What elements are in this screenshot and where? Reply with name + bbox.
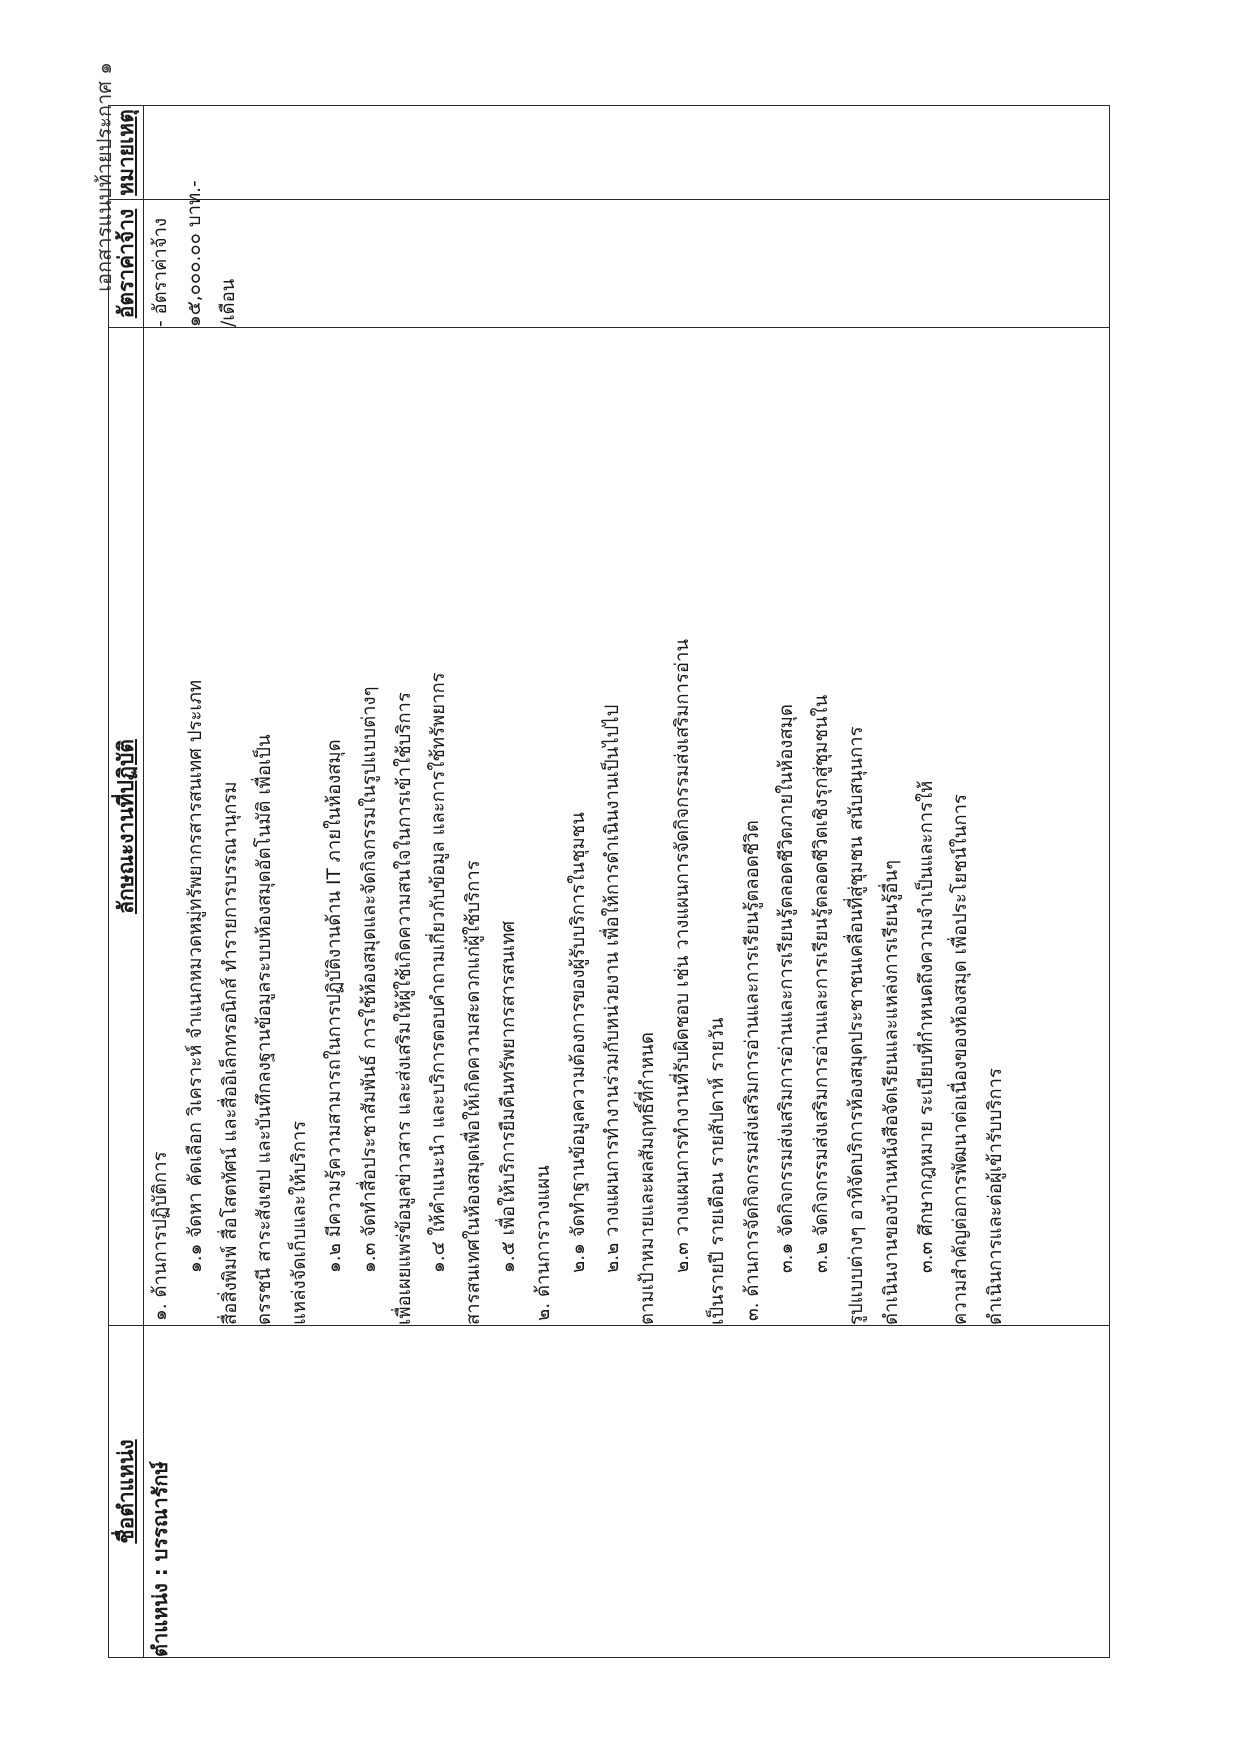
- rate-line: - อัตราค่าจ้าง: [150, 217, 171, 327]
- header-description: ลักษณะงานที่ปฏิบัติ: [109, 328, 144, 1326]
- rate-line: /เดือน: [218, 278, 239, 327]
- description-line: ๒.๑ จัดทำฐานข้อมูลความต้องการของผู้รับบริการในชุมชน: [567, 812, 589, 1273]
- description-line: ดำเนินการและต่อผู้เข้ารับบริการ: [985, 1068, 1007, 1325]
- description-line: ๑.๒ มีความรู้ความสามารถในการปฏิบัติงานด้าน IT ภายในห้องสมุด: [323, 739, 345, 1273]
- description-line: รูปแบบต่างๆ อาทิจัดบริการห้องสมุดประชาชนเคลื่อนที่สู่ชุมชน สนับสนุนการ: [845, 726, 867, 1325]
- remark-cell: [144, 106, 1110, 200]
- header-note: เอกสารแนบท้ายประกาศ ๑: [92, 62, 116, 292]
- description-line: แหล่งจัดเก็บและให้บริการ: [289, 1120, 311, 1325]
- header-rate: อัตราค่าจ้าง: [109, 200, 144, 328]
- rate-cell: [144, 180, 1110, 328]
- description-line: ๑.๕ เพื่อให้บริการยืมคืนทรัพยากรสารสนเทศ: [497, 920, 519, 1273]
- section-heading: ๑. ด้านการปฏิบัติการ: [150, 1151, 171, 1321]
- job-description-table: [108, 105, 1110, 1658]
- header-remark: หมายเหตุ: [109, 106, 144, 200]
- description-cell: [144, 328, 1110, 1326]
- description-line: ๒.๓ วางแผนการทำงานที่รับผิดชอบ เช่น วางแผนการจัดกิจกรรมส่งเสริมการอ่าน: [671, 638, 693, 1273]
- position-title: ตำแหน่ง : บรรณารักษ์: [148, 1461, 172, 1657]
- rate-line: ๑๕,๐๐๐.๐๐ บาท.-: [184, 180, 205, 327]
- description-line: ตามเป้าหมายและผลสัมฤทธิ์ที่กำหนด: [637, 1032, 659, 1325]
- description-line: ความสำคัญต่อการพัฒนาต่อเนื่องของห้องสมุด เพื่อประโยชน์ในการ: [950, 794, 972, 1325]
- section-heading: ๒. ด้านการวางแผน: [532, 1165, 554, 1321]
- description-line: ๑.๓ จัดทำสื่อประชาสัมพันธ์ การใช้ห้องสมุดและจัดกิจกรรมในรูปแบบต่างๆ: [358, 686, 380, 1273]
- description-line: ๒.๒ วางแผนการทำงานร่วมกับหน่วยงาน เพื่อให้การดำเนินงานเป็นไปไป: [602, 704, 624, 1273]
- description-line: เป็นรายปี รายเดือน รายสัปดาห์ รายวัน: [706, 1017, 728, 1325]
- description-line: เพื่อเผยแพร่ข้อมูลข่าวสาร และส่งเสริมให้ผู้ใช้เกิดความสนใจในการเข้าใช้บริการ: [393, 692, 415, 1325]
- description-line: ๓.๒ จัดกิจกรรมส่งเสริมการอ่านและการเรียนรู้ตลอดชีวิตเชิงรุกสู่ชุมชนใน: [811, 694, 833, 1273]
- description-line: ๑.๑ จัดหา คัดเลือก วิเคราะห์ จำแนกหมวดหมู่ทรัพยากรสารสนเทศ ประเภท: [184, 679, 206, 1273]
- description-line: ๓.๓ ศึกษากฎหมาย ระเบียบที่กำหนดถึงความจำเป็นและการให้: [915, 780, 937, 1273]
- description-line: สารสนเทศในห้องสมุดเพื่อให้เกิดความสะดวกแก่ผู้ใช้บริการ: [463, 860, 485, 1325]
- description-line: ๑.๔ ให้คำแนะนำ และบริการตอบคำถามเกี่ยวกับข้อมูล และการใช้ทรัพยากร: [428, 672, 450, 1273]
- header-position: ชื่อตำแหน่ง: [109, 1326, 144, 1658]
- description-line: ดรรชนี สาระสังเขป และบันทึกลงฐานข้อมูลระบบห้องสมุดอัตโนมัติ เพื่อเป็น: [254, 734, 276, 1325]
- description-line: สื่อสิ่งพิมพ์ สื่อโสตทัศน์ และสื่ออิเล็กทรอนิกส์ ทำรายการบรรณานุกรม: [219, 781, 241, 1325]
- description-line: ๓.๑ จัดกิจกรรมส่งเสริมการอ่านและการเรียนรู้ตลอดชีวิตภายในห้องสมุด: [776, 704, 798, 1273]
- section-heading: ๓. ด้านการจัดกิจกรรมส่งเสริมการอ่านและการเรียนรู้ตลอดชีวิต: [741, 820, 763, 1321]
- table-row: [144, 106, 1110, 1658]
- description-lines: [144, 328, 1014, 1325]
- rate-lines: [144, 180, 246, 327]
- description-line: ดำเนินงานของบ้านหนังสือจัดเรียนและแหล่งการเรียนรู้อื่นๆ: [880, 859, 902, 1325]
- position-cell: [144, 1326, 1110, 1658]
- table-header-row: [109, 106, 144, 1658]
